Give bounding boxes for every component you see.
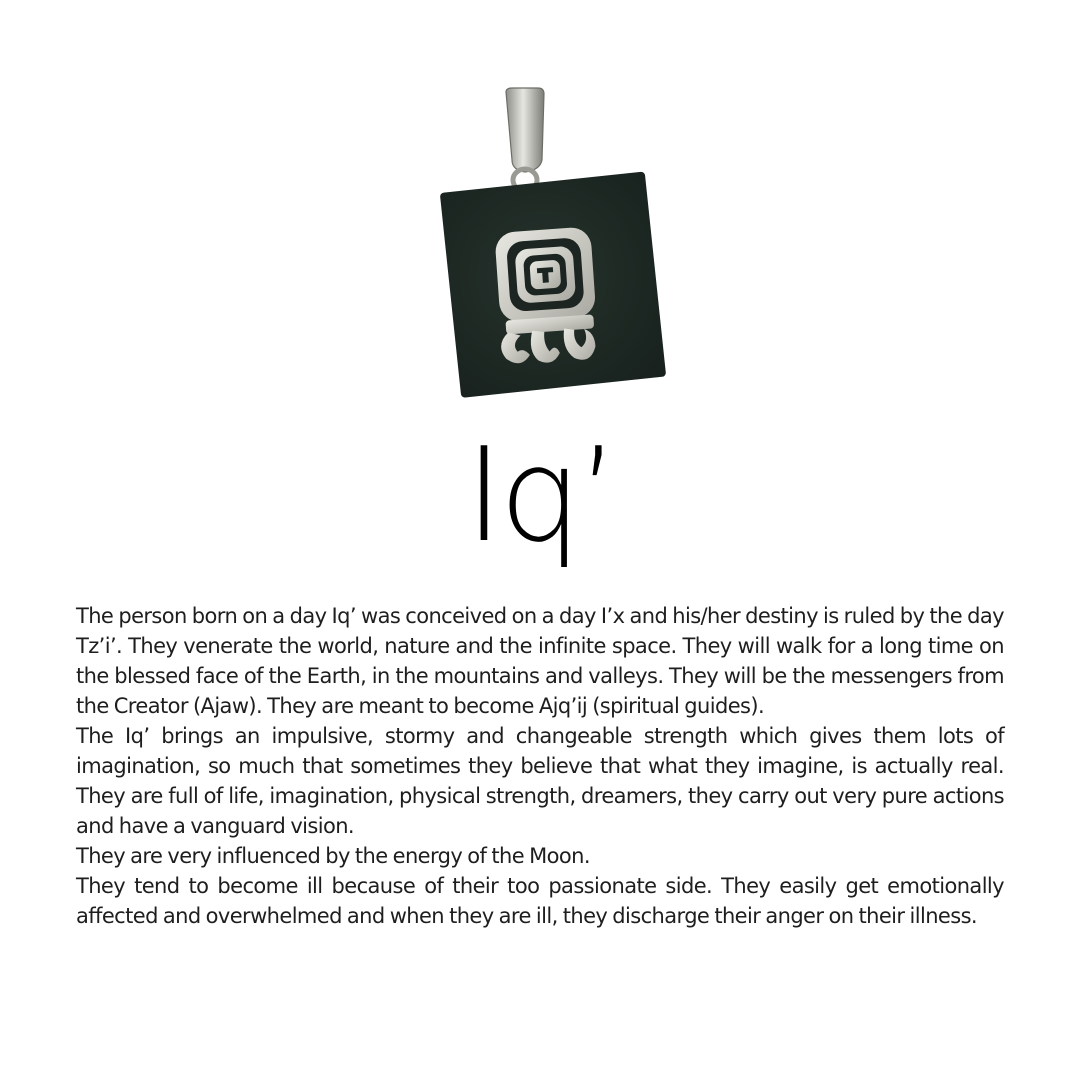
description-paragraph: They are very influenced by the energy of the Moon.: [76, 844, 590, 868]
description-paragraph: The person born on a day Iq’ was conceived on a day I’x and his/her destiny is ruled by the day Tz’i’. They venerate the world, nature and the infinite space. They will walk for a long time on the blessed face of the Earth, in the mountains and valleys. They will be the messengers from the Creator (Ajaw). They are meant to become Ajq’ij (spiritual guides).: [76, 604, 1004, 718]
pendant-image: [420, 80, 680, 410]
day-title: Iq’: [464, 419, 616, 571]
iq-glyph-pendant-icon: [420, 80, 680, 410]
description-paragraph: The Iq’ brings an impulsive, stormy and changeable strength which gives them lots of imagination, so much that sometimes they believe that what they imagine, is actually real. They are full of life, imagination, physical strength, dreamers, they carry out very pure actions and have a vanguard vision.: [76, 724, 1004, 838]
description: [76, 601, 1004, 931]
description-paragraph: They tend to become ill because of their too passionate side. They easily get emotionally affected and overwhelmed and when they are ill, they discharge their anger on their illness.: [76, 874, 1004, 928]
